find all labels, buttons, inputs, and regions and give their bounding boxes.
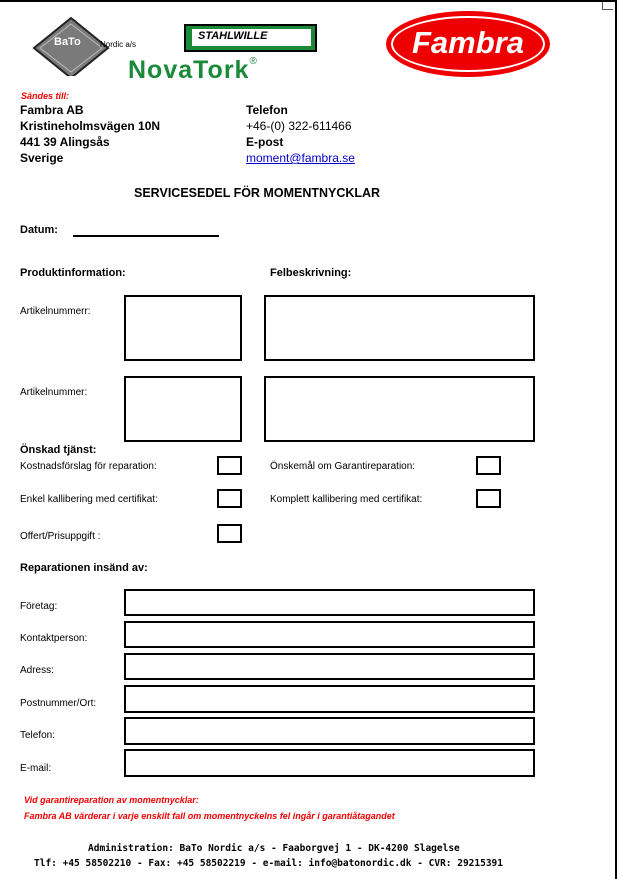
- field-label-company: Företag:: [20, 601, 58, 612]
- fault-heading: Felbeskrivning:: [270, 267, 352, 279]
- field-input-phone[interactable]: [124, 717, 535, 745]
- sender-section-heading: Reparationen insänd av:: [20, 562, 148, 574]
- article-input-2[interactable]: [124, 376, 242, 442]
- field-input-company[interactable]: [124, 589, 535, 616]
- date-input-line[interactable]: [73, 235, 219, 237]
- contact-block: [246, 102, 355, 166]
- field-label-email: E-mail:: [20, 763, 52, 774]
- service-checkbox-quote-repair[interactable]: [217, 456, 242, 475]
- field-label-address: Adress:: [20, 665, 54, 676]
- footer-line-2: Tlf: +45 58502210 - Fax: +45 58502219 - e-mail: info@batonordic.dk - CVR: 29215391: [34, 858, 503, 869]
- article-label-2: Artikelnummer:: [20, 387, 88, 398]
- service-checkbox-full-calibration[interactable]: [476, 489, 501, 508]
- service-checkbox-simple-calibration[interactable]: [217, 489, 242, 508]
- field-label-phone: Telefon:: [20, 730, 56, 741]
- email-link[interactable]: moment@fambra.se: [246, 151, 355, 165]
- bato-logo: [30, 16, 140, 76]
- fambra-logo: [386, 11, 550, 77]
- phone-value: +46-(0) 322-611466: [246, 119, 352, 133]
- page-top-border: [0, 0, 617, 2]
- service-label-quote-price: Offert/Prisuppgift :: [20, 531, 101, 542]
- service-checkbox-warranty[interactable]: [476, 456, 501, 475]
- field-input-postcode[interactable]: [124, 685, 535, 713]
- footer-line-1: Administration: BaTo Nordic a/s - Faaborgvej 1 - DK-4200 Slagelse: [88, 843, 460, 854]
- service-label-quote-repair: Kostnadsförslag för reparation:: [20, 461, 157, 472]
- novatork-text: NovaTork: [128, 56, 250, 84]
- bato-brand: BaTo: [54, 36, 81, 48]
- service-label-full-calibration: Komplett kallibering med certifikat:: [270, 494, 423, 505]
- services-heading: Önskad tjänst:: [20, 444, 97, 456]
- email-label: E-post: [246, 135, 284, 149]
- phone-label: Telefon: [246, 103, 288, 117]
- field-label-postcode: Postnummer/Ort:: [20, 698, 97, 709]
- fault-input-2[interactable]: [264, 376, 535, 442]
- stahlwille-text: STAHLWILLE: [198, 30, 268, 42]
- service-label-warranty: Önskemål om Garantireparation:: [270, 461, 416, 472]
- stahlwille-logo: [184, 24, 317, 52]
- date-label: Datum:: [20, 224, 58, 236]
- service-label-simple-calibration: Enkel kallibering med certifikat:: [20, 494, 158, 505]
- bato-suffix: Nordic a/s: [100, 40, 137, 49]
- sender-street: Kristineholmsvägen 10N: [20, 119, 161, 133]
- corner-mark: [602, 2, 613, 10]
- field-input-contact[interactable]: [124, 621, 535, 648]
- fault-input-1[interactable]: [264, 295, 535, 361]
- sender-city: 441 39 Alingsås: [20, 135, 110, 149]
- field-input-email[interactable]: [124, 749, 535, 777]
- field-input-address[interactable]: [124, 653, 535, 680]
- article-label-1: Artikelnummerr:: [20, 306, 91, 317]
- novatork-mark: ®: [249, 56, 257, 67]
- sender-name: Fambra AB: [20, 103, 84, 117]
- sender-address: [20, 102, 160, 166]
- novatork-logo: [128, 56, 257, 85]
- service-checkbox-quote-price[interactable]: [217, 524, 242, 543]
- product-heading: Produktinformation:: [20, 267, 126, 279]
- article-input-1[interactable]: [124, 295, 242, 361]
- form-title: SERVICESEDEL FÖR MOMENTNYCKLAR: [134, 186, 381, 200]
- fambra-text: Fambra: [412, 25, 524, 60]
- sender-label: Sändes till:: [21, 91, 70, 101]
- field-label-contact: Kontaktperson:: [20, 633, 88, 644]
- warranty-note-2: Fambra AB värderar i varje enskilt fall om momentnyckelns fel ingår i garantiåtagandet: [24, 811, 395, 821]
- sender-country: Sverige: [20, 151, 64, 165]
- warranty-note-1: Vid garantireparation av momentnycklar:: [24, 795, 199, 805]
